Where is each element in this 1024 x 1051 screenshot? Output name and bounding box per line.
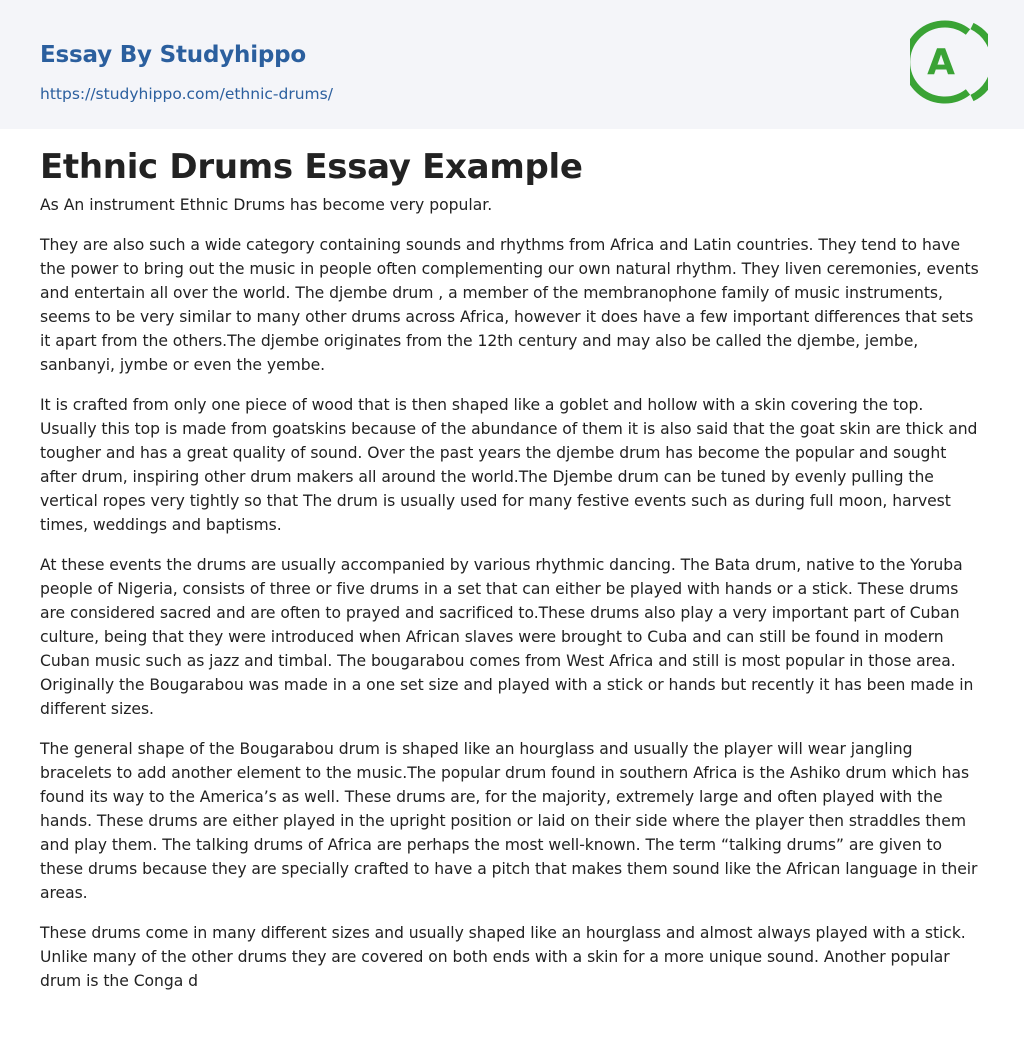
source-url-link[interactable]: https://studyhippo.com/ethnic-drums/ bbox=[40, 85, 333, 103]
body-paragraph: These drums come in many different sizes and usually shaped like an hourglass and almost always played with a stick. Unlike many of the other drums they are covered on both ends with a skin for a more unique sound. Another popular drum is the Conga d bbox=[40, 924, 966, 990]
body-paragraph: At these events the drums are usually accompanied by various rhythmic dancing. The Bata drum, native to the Yoruba people of Nigeria, consists of three or five drums in a set that can either be played with hands or a stick. These drums are considered sacred and are often to prayed and sacrificed to.These drums also play a very important part of Cuban culture, being that they were introduced when African slaves were brought to Cuba and can still be found in modern Cuban music such as jazz and timbal. The bougarabou comes from West Africa and still is most popular in those area. Originally the Bougarabou was made in a one set size and played with a stick or hands but recently it has been made in different sizes. bbox=[40, 556, 974, 718]
body-paragraph: The general shape of the Bougarabou drum is shaped like an hourglass and usually the player will wear jangling bracelets to add another element to the music.The popular drum found in southern Africa is the Ashiko drum which has found its way to the America’s as well. These drums are, for the majority, extremely large and often played with the hands. These drums are either played in the upright position or laid on their side where the player then straddles them and play them. The talking drums of Africa are perhaps the most well-known. The term “talking drums” are given to these drums because they are specially crafted to have a pitch that makes them sound like the African language in their areas. bbox=[40, 740, 978, 902]
body-paragraph: It is crafted from only one piece of wood that is then shaped like a goblet and hollow with a skin covering the top. Usually this top is made from goatskins because of the abundance of them it is also said that the goat skin are thick and tougher and has a great quality of sound. Over the past years the djembe drum has become the popular and sought after drum, inspiring other drum makers all around the world.The Djembe drum can be tuned by evenly pulling the vertical ropes very tightly so that The drum is usually used for many festive events such as during full moon, harvest times, weddings and baptisms. bbox=[40, 396, 978, 534]
intro-paragraph: As An instrument Ethnic Drums has become very popular. bbox=[40, 196, 493, 214]
body-paragraph: They are also such a wide category containing sounds and rhythms from Africa and Latin countries. They tend to have the power to bring out the music in people often complementing our own natural rhythm. They liven ceremonies, events and entertain all over the world. The djembe drum , a member of the membranophone family of music instruments, seems to be very similar to many other drums across Africa, however it does have a few important differences that sets it apart from the others.The djembe originates from the 12th century and may also be called the djembe, jembe, sanbanyi, jymbe or even the yembe. bbox=[40, 236, 979, 374]
site-brand[interactable]: Essay By Studyhippo bbox=[40, 42, 307, 68]
page-title: Ethnic Drums Essay Example bbox=[40, 147, 583, 187]
logo-letter: A bbox=[927, 42, 955, 83]
